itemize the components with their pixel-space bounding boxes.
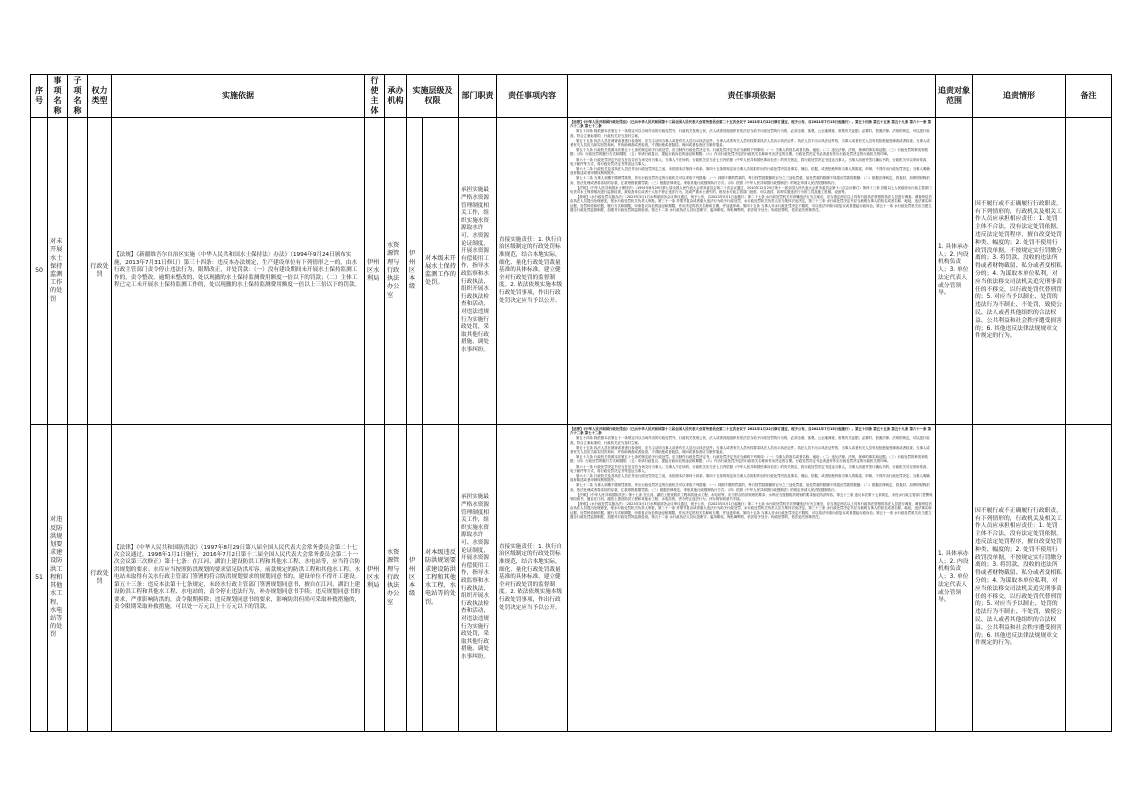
- basis-paragraph: 第六十一条 行政处罚决定书应当在宣告后当场交付当事人；当事人不在场的，行政机关应当在七日内依照《中华人民共和国民事诉讼法》的有关规定，将行政处罚决定书送达当事人。当事人同意并签订确认书的，行政机关可以采用传真、电子邮件等方式，将行政处罚决定书等送达当事人。: [570, 157, 930, 166]
- cell-level: 伊州区本级: [407, 118, 423, 425]
- cell-responsibility: 直接实施责任：1. 执行自治区级制定的行政处罚标准规范，结合本地实际，细化、量化行政处罚裁量基准的具体标准，建立健全对行政处罚的监督制度。2. 依法依规实施本级行政处罚事项，作出行政处罚决定应当予以公开。: [497, 425, 568, 732]
- cell-organization: 水资源管理与行政执法办公室: [385, 425, 407, 732]
- cell-recovery-case: 因不履行或不正确履行行政职责，有下列情形的，行政机关及相关工作人员应承担相应责任：1. 处罚主体不合法，没有法定处罚依据，违反法定处罚程序，擅自改变处罚种类、幅度的；2. 处罚不使用行政罚没单据，不按规定实行罚缴分离的；3. 将罚款、没收的违法所得或者财物截留、私分或者变相私分的；4. 为谋取本单位私利，对应当依法移交司法机关追究刑事责任的不移交，以行政处罚代替刑罚的；5. 对应当予以制止、处罚的违法行为不制止、不处罚，致使公民、法人或者其他组织的合法权益、公共利益和社会秩序遭受损害的；6. 其他违反法律法规规章文件规定的行为。: [973, 118, 1066, 425]
- cell-responsibility-basis: [568, 118, 936, 425]
- basis-paragraph: 第五十四条 除依照本法第五十一条规定可以当场作出的行政处罚外，行政机关发现公民、法人或者其他组织有依法应当给予行政处罚的行为的，必须全面、客观、公正地调查，收集有关证据；必要时，依照法律、法规的规定，可以进行检查。符合立案标准的，行政机关应当及时立案。: [570, 129, 930, 138]
- header-organization: 承办机构: [385, 75, 407, 118]
- basis-paragraph: 【规章】《水行政处罚实施办法》（2023年3月1日水利部部务会议审议通过，现予公布，自2023年5月1日起施行）第二十七条 水行政处罚机关对涉嫌违法行为立案后，应当指定两名以上具有行政执法资格的执法人员进行调查，调查终结后由执法人员提出处理意见，报水行政处罚机关负责人审批。第三十一条 对情节复杂或者重大违法行为给予行政处罚，水行政处罚机关负责人应当集体讨论决定。第三十三条 水行政处罚决定书应当载明当事人的姓名或者名称、地址，违法事实和证据，处罚种类和依据，履行方式和期限，申请复议诉讼的途径和期限，作出决定的机关名称和日期，并加盖印章。第四十五条 当事人对水行政处罚决定不服的，可以依法申请行政复议或者提起行政诉讼。第五十一条 水行政处罚机关应当建立健全行政处罚监督制度，加强对行政处罚的监督检查。第五十二条 水行政执法人员玩忽职守、滥用职权、徇私舞弊的，依法给予处分；构成犯罪的，依法追究刑事责任。: [570, 195, 932, 212]
- cell-item-name: 对违反防洪规划要求建设防洪工程和其他水工程、水电站等的处罚: [48, 425, 68, 732]
- cell-level-detail: 对本级违反防洪规划要求建设防洪工程和其他水工程、水电站等的处罚。: [423, 425, 459, 732]
- cell-subject: 伊州区水利局: [365, 118, 385, 425]
- power-list-sheet: [30, 74, 1112, 732]
- cell-basis: 【法规】《新疆维吾尔自治区实施〈中华人民共和国水土保持法〉办法》（1994年9月24日颁布实施，2013年7月31日修订）第三十四条：违反本办法规定，生产建设单位有下列情形之一的，由水行政主管部门责令停止违法行为，限期改正，并处罚款：（一）没有建设期间未开展水土保持监测工作的，责令整改，逾期未整改的，处以现撤的水土保持监测费用额度一倍以下的罚款；（二）主体工程已完工未开展水土保持监测工作的，处以现撤的水土保持监测费用额度一倍以上三倍以下的罚款。: [112, 118, 365, 425]
- basis-paragraph: 第五十九条 行政机关依照本法第五十七条的规定给予行政处罚，应当制作行政处罚决定书。行政处罚决定书应当载明下列事项：（一）当事人的姓名或者名称、地址；（二）违反法律、法规、规章的事实和证据；（三）行政处罚的种类和依据；（四）行政处罚的履行方式和期限；（五）申请行政复议、提起行政诉讼的途径和期限；（六）作出行政处罚决定的行政机关名称和作出决定的日期。行政处罚决定书必须盖有作出行政处罚决定的行政机关的印章。: [570, 148, 928, 157]
- cell-power-type: 行政处罚: [88, 118, 112, 425]
- cell-power-type: 行政处罚: [88, 425, 112, 732]
- header-recovery-scope: 追责对象范围: [936, 75, 973, 118]
- cell-organization: 水资源管理与行政执法办公室: [385, 118, 407, 425]
- basis-paragraph: 第五十四条 除依照本法第五十一条规定可以当场作出的行政处罚外，行政机关发现公民、法人或者其他组织有依法应当给予行政处罚的行为的，必须全面、客观、公正地调查，收集有关证据；必要时，依照法律、法规的规定，可以进行检查。符合立案标准的，行政机关应当及时立案。: [570, 436, 930, 445]
- cell-basis: 【法律】《中华人民共和国防洪法》（1997年8月29日第八届全国人民代表大会常务委员会第二十七次会议通过，1998年1月1日施行，2016年7月2日第十二届全国人民代表大会常务委员会第二十一次会议第三次修正）第十七条：在江河、湖泊上建设防洪工程和其他水工程、水电站等，应当符合防洪规划的要求；水库应当按照防洪规划的要求留足防洪库容。前款规定的防洪工程和其他水工程、水电站未取得有关水行政主管部门签署的符合防洪规划要求的规划同意书的，建设单位不得开工建设。第五十三条：违反本法第十七条规定，未经水行政主管部门签署规划同意书，擅自在江河、湖泊上建设防洪工程和其他水工程、水电站的，责令停止违法行为，补办规划同意书手续；违反规划同意书的要求，严重影响防洪的，责令限期拆除；违反规划同意书的要求，影响防洪但尚可采取补救措施的，责令限期采取补救措施，可以处一万元以上十万元以下的罚款。: [112, 425, 365, 732]
- table-row: [31, 425, 1112, 732]
- cell-recovery-case: 因不履行或不正确履行行政职责，有下列情形的，行政机关及相关工作人员应承担相应责任：1. 处罚主体不合法，没有法定处罚依据，违反法定处罚程序，擅自改变处罚种类、幅度的；2. 处罚不使用行政罚没单据，不按规定实行罚缴分离的；3. 将罚款、没收的违法所得或者财物截留、私分或者变相私分的；4. 为谋取本单位私利，对应当依法移交司法机关追究刑事责任的不移交，以行政处罚代替刑罚的；5. 对应当予以制止、处罚的违法行为不制止、不处罚，致使公民、法人或者其他组织的合法权益、公共利益和社会秩序遭受损害的；6. 其他违反法律法规规章文件规定的行为。: [973, 425, 1066, 732]
- basis-paragraph: 【法律】《中华人民共和国防洪法》第十七条 在江河、湖泊上建设防洪工程和其他水工程、水电站等，应当符合防洪规划的要求；水库应当按照防洪规划的要求留足防洪库容。第五十三条 违反本法第十七条规定，未经水行政主管部门签署规划同意书，擅自在江河、湖泊上建设防洪工程和其他水工程、水电站的，责令停止违法行为，补办规划同意书手续。: [570, 492, 933, 502]
- basis-paragraph: 第五十九条 行政机关依照本法第五十七条的规定给予行政处罚，应当制作行政处罚决定书。行政处罚决定书应当载明下列事项：（一）当事人的姓名或者名称、地址；（二）违反法律、法规、规章的事实和证据；（三）行政处罚的种类和依据；（四）行政处罚的履行方式和期限；（五）申请行政复议、提起行政诉讼的途径和期限；（六）作出行政处罚决定的行政机关名称和作出决定的日期。行政处罚决定书必须盖有作出行政处罚决定的行政机关的印章。: [570, 455, 928, 464]
- cell-sub-item-name: [68, 118, 88, 425]
- cell-item-name: 对未开展水土保持监测工作的处罚: [48, 118, 68, 425]
- header-responsibility: 责任事项内容: [497, 75, 568, 118]
- cell-level: 伊州区本级: [407, 425, 423, 732]
- cell-subject: 伊州区水利局: [365, 425, 385, 732]
- basis-paragraph: 【法规】《中华人民共和国水土保持法》（1991年6月29日第七届全国人民代表大会常务委员会第二十次会议通过，2010年12月25日第十一届全国人民代表大会常务委员会第十八次会议修订）第四十三条 县级以上人民政府水行政主管部门负责对水土保持情况进行监督检查，被检查单位或者个人拒不停止违法行为，造成严重水土流失的，报经水行政主管部门批准，可以查封、扣押实施违法行为的工具及施工机械、设备等。: [570, 185, 932, 195]
- header-seq: 序号: [31, 75, 48, 118]
- cell-duty: 承担实施最严格水资源管理制度相关工作，组织实施水资源取水许可、水资源论证制度，开展水资源有偿使用工作，指导水政监察和水行政执法，组织开展水行政执法检查和活动，对违法违规行为实施行政处罚，采取其他行政措施，调处水事纠纷。: [459, 425, 497, 732]
- basis-paragraph: 第七十二条 当事人到期不缴纳罚款的，作出行政处罚决定的行政机关可以采取下列措施：（一）到期不缴纳罚款的，每日按罚款数额的百分之三加处罚款，加处罚款的数额不得超出罚款的数额；（二）根据法律规定，将查封、扣押的财物拍卖、依法处理或者将冻结的存款、汇款划拨抵缴罚款；（三）根据法律规定，采取其他行政强制执行方式；（四）依照《中华人民共和国行政强制法》的规定申请人民法院强制执行。: [570, 176, 930, 185]
- cell-recovery-scope: 1. 具体承办人；2. 内设机构负责人；3. 单位法定代表人或分管领导。: [936, 118, 973, 425]
- cell-note: [1066, 118, 1112, 425]
- cell-level-detail: 对本级未开展水土保持监测工作的处罚。: [423, 118, 459, 425]
- header-subject: 行使主体: [365, 75, 385, 118]
- basis-lead: 【法律】《中华人民共和国行政处罚法》（已由中华人民共和国第十三届全国人民代表大会常务委员会第二十五次会议于 2021年1月22日修订通过，现予公布，自2021年7月15日起施行）。第五十四条 第五十五条 第五十九条 第六十一条 第六十二条 第七十二条: [570, 120, 932, 129]
- cell-responsibility-basis: [568, 425, 936, 732]
- cell-responsibility: 直接实施责任：1. 执行自治区级制定的行政处罚标准规范，结合本地实际，细化、量化行政处罚裁量基准的具体标准，建立健全对行政处罚的监督制度。2. 依法依规实施本级行政处罚事项，作出行政处罚决定应当予以公开。: [497, 118, 568, 425]
- cell-recovery-scope: 1. 具体承办人；2. 内设机构负责人；3. 单位法定代表人或分管领导。: [936, 425, 973, 732]
- basis-paragraph: 第六十二条 行政机关及其执法人员在作出行政处罚决定之前，未依照本法第四十四条、第四十五条的规定向当事人告知拟作出的行政处罚内容及事实、理由、依据，或者拒绝听取当事人的陈述、申辩，不得作出行政处罚决定；当事人明确放弃陈述或者申辩权利的除外。: [570, 167, 930, 176]
- header-recovery-case: 追责情形: [973, 75, 1066, 118]
- basis-paragraph: 第五十五条 执法人员在调查或者进行检查时，应当主动向当事人或者有关人员出示执法证件。当事人或者有关人员有权要求执法人员出示执法证件。执法人员不出示执法证件的，当事人或者有关人员有权拒绝接受调查或者检查。当事人或者有关人员应当如实回答询问，并协助调查或者检查，不得拒绝或者阻挠。询问或者检查应当制作笔录。: [570, 138, 930, 148]
- header-note: 备注: [1066, 75, 1112, 118]
- cell-duty: 承担实施最严格水资源管理制度相关工作，组织实施水资源取水许可、水资源论证制度，开展水资源有偿使用工作，指导水政监察和水行政执法，组织开展水行政执法检查和活动，对违法违规行为实施行政处罚，采取其他行政措施，调处水事纠纷。: [459, 118, 497, 425]
- table-row: [31, 118, 1112, 425]
- cell-sub-item-name: [68, 425, 88, 732]
- basis-paragraph: 第七十二条 当事人到期不缴纳罚款的，作出行政处罚决定的行政机关可以采取下列措施：（一）到期不缴纳罚款的，每日按罚款数额的百分之三加处罚款，加处罚款的数额不得超出罚款的数额；（二）根据法律规定，将查封、扣押的财物拍卖、依法处理或者将冻结的存款、汇款划拨抵缴罚款；（三）根据法律规定，采取其他行政强制执行方式；（四）依照《中华人民共和国行政强制法》的规定申请人民法院强制执行。: [570, 483, 930, 492]
- header-level: 实施层级及权限: [407, 75, 459, 118]
- cell-seq: 51: [31, 425, 48, 732]
- header-responsibility-basis: 责任事项依据: [568, 75, 936, 118]
- cell-note: [1066, 425, 1112, 732]
- power-list-table: [30, 74, 1112, 732]
- header-power-type: 权力类型: [88, 75, 112, 118]
- basis-lead: 【法律】《中华人民共和国行政处罚法》（已由中华人民共和国第十三届全国人民代表大会常务委员会第二十五次会议于 2021年1月22日修订通过，现予公布，自2021年7月15日起施行）。第五十四条 第五十五条 第五十九条 第六十一条 第六十二条 第七十二条: [570, 427, 932, 436]
- basis-paragraph: 第六十一条 行政处罚决定书应当在宣告后当场交付当事人；当事人不在场的，行政机关应当在七日内依照《中华人民共和国民事诉讼法》的有关规定，将行政处罚决定书送达当事人。当事人同意并签订确认书的，行政机关可以采用传真、电子邮件等方式，将行政处罚决定书等送达当事人。: [570, 464, 930, 473]
- header-item-name: 事项名称: [48, 75, 68, 118]
- header-basis: 实施依据: [112, 75, 365, 118]
- basis-paragraph: 【规章】《水行政处罚实施办法》（2023年3月1日水利部部务会议审议通过，现予公布，自2023年5月1日起施行）第二十七条 水行政处罚机关对涉嫌违法行为立案后，应当指定两名以上具有行政执法资格的执法人员进行调查，调查终结后由执法人员提出处理意见，报水行政处罚机关负责人审批。第三十一条 对情节复杂或者重大违法行为给予行政处罚，水行政处罚机关负责人应当集体讨论决定。第三十三条 水行政处罚决定书应当载明当事人的姓名或者名称、地址，违法事实和证据，处罚种类和依据，履行方式和期限，申请复议诉讼的途径和期限，作出决定的机关名称和日期，并加盖印章。第四十五条 当事人对水行政处罚决定不服的，可以依法申请行政复议或者提起行政诉讼。第五十一条 水行政处罚机关应当建立健全行政处罚监督制度，加强对行政处罚的监督检查。第五十二条 水行政执法人员玩忽职守、滥用职权、徇私舞弊的，依法给予处分；构成犯罪的，依法追究刑事责任。: [570, 502, 932, 519]
- basis-paragraph: 第六十二条 行政机关及其执法人员在作出行政处罚决定之前，未依照本法第四十四条、第四十五条的规定向当事人告知拟作出的行政处罚内容及事实、理由、依据，或者拒绝听取当事人的陈述、申辩，不得作出行政处罚决定；当事人明确放弃陈述或者申辩权利的除外。: [570, 474, 930, 483]
- basis-paragraph: 第五十五条 执法人员在调查或者进行检查时，应当主动向当事人或者有关人员出示执法证件。当事人或者有关人员有权要求执法人员出示执法证件。执法人员不出示执法证件的，当事人或者有关人员有权拒绝接受调查或者检查。当事人或者有关人员应当如实回答询问，并协助调查或者检查，不得拒绝或者阻挠。询问或者检查应当制作笔录。: [570, 445, 930, 455]
- header-row: [31, 75, 1112, 118]
- header-sub-item-name: 子项名称: [68, 75, 88, 118]
- cell-seq: 50: [31, 118, 48, 425]
- header-duty: 部门职责: [459, 75, 497, 118]
